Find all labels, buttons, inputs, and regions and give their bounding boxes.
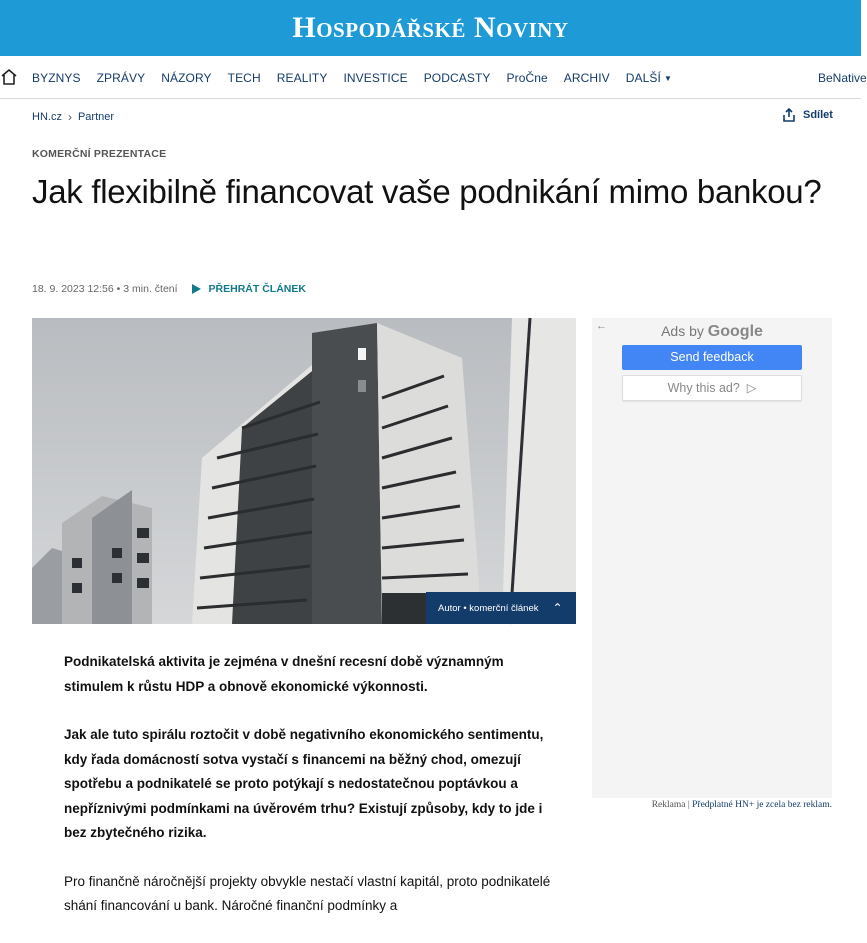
nav-item-nazory[interactable]: NÁZORY	[161, 71, 212, 85]
nav-item-byznys[interactable]: BYZNYS	[32, 71, 81, 85]
site-header	[0, 0, 861, 56]
apartment-building-illustration	[32, 318, 576, 624]
main-nav	[0, 56, 867, 99]
breadcrumb	[32, 110, 114, 124]
send-feedback-button[interactable]: Send feedback	[622, 345, 802, 370]
why-this-ad-label: Why this ad?	[667, 381, 740, 395]
article-paragraph-1: Podnikatelská aktivita je zejména v dnešní recesní době významným stimulem k růstu HDP a obnově ekonomické výkonnosti.	[64, 654, 504, 694]
nav-item-podcasty[interactable]: PODCASTY	[423, 71, 491, 85]
breadcrumb-separator-icon: ›	[67, 110, 72, 124]
article-headline: Jak flexibilně financovat vaše podnikání mimo bankou?	[32, 173, 822, 210]
ads-by-google	[592, 323, 832, 341]
play-article-label: PŘEHRÁT ČLÁNEK	[208, 283, 306, 295]
share-icon	[783, 108, 795, 122]
why-this-ad-button[interactable]	[622, 375, 802, 401]
article-paragraph-2: Jak ale tuto spirálu roztočit v době negativního ekonomického sentimentu, kdy řada domácností sotva vystačí s financemi na běžný chod, omezují spotřebu a podnikatelé se proto potýkají s nedostatečnou poptávkou a nepříznivými podmínkami na úvěrovém trhu? Existují způsoby, kdy to jde i bez zbytečného rizika.	[64, 727, 544, 840]
meta-dot: •	[113, 283, 124, 295]
nav-benative[interactable]: BeNative	[818, 71, 867, 85]
article-paragraph-3: Pro finančně náročnější projekty obvykle nestačí vlastní kapitál, proto podnikatelé shání financování u bank. Náročné finanční podmínky a	[64, 873, 551, 913]
ad-choices-icon: ▷	[743, 381, 757, 395]
play-icon	[192, 284, 201, 294]
nav-item-investice[interactable]: INVESTICE	[343, 71, 408, 85]
image-caption-text: Autor • komerční článek	[438, 602, 539, 614]
google-label: Google	[707, 323, 763, 340]
nav-item-zpravy[interactable]: ZPRÁVY	[96, 71, 146, 85]
ad-note-prefix: Reklama |	[651, 800, 690, 810]
chevron-up-icon: ⌃	[552, 601, 563, 615]
back-arrow-icon[interactable]: ←	[596, 320, 607, 332]
play-article-button[interactable]	[192, 283, 306, 295]
caret-down-icon: ▼	[663, 74, 672, 83]
nav-item-archiv[interactable]: ARCHIV	[563, 71, 610, 85]
image-caption[interactable]	[426, 592, 576, 624]
nav-item-dalsi[interactable]	[626, 71, 672, 85]
breadcrumb-section[interactable]: Partner	[77, 111, 115, 123]
ad-note	[592, 800, 832, 810]
ads-by-label: Ads by	[661, 323, 704, 339]
ad-slot	[592, 318, 832, 798]
article-meta	[32, 283, 306, 295]
article-hero-image	[32, 318, 576, 624]
article-body	[64, 650, 554, 943]
nav-item-tech[interactable]: TECH	[227, 71, 261, 85]
nav-item-reality[interactable]: REALITY	[276, 71, 328, 85]
nav-item-dalsi-label: DALŠÍ	[625, 71, 661, 85]
share-button[interactable]	[783, 108, 833, 122]
breadcrumb-home[interactable]: HN.cz	[32, 111, 62, 123]
nav-items	[32, 71, 688, 85]
article-date: 18. 9. 2023 12:56	[32, 283, 114, 295]
ad-note-link[interactable]: Předplatné HN+ je zcela bez reklam.	[692, 800, 832, 810]
home-icon[interactable]	[0, 68, 18, 86]
share-label: Sdílet	[803, 109, 833, 121]
nav-item-procne[interactable]: ProČne	[506, 71, 548, 85]
article-kicker: KOMERČNÍ PREZENTACE	[32, 148, 167, 160]
article-read-time: 3 min. čtení	[123, 283, 178, 295]
site-logo[interactable]: Hospodářské Noviny	[292, 11, 569, 44]
